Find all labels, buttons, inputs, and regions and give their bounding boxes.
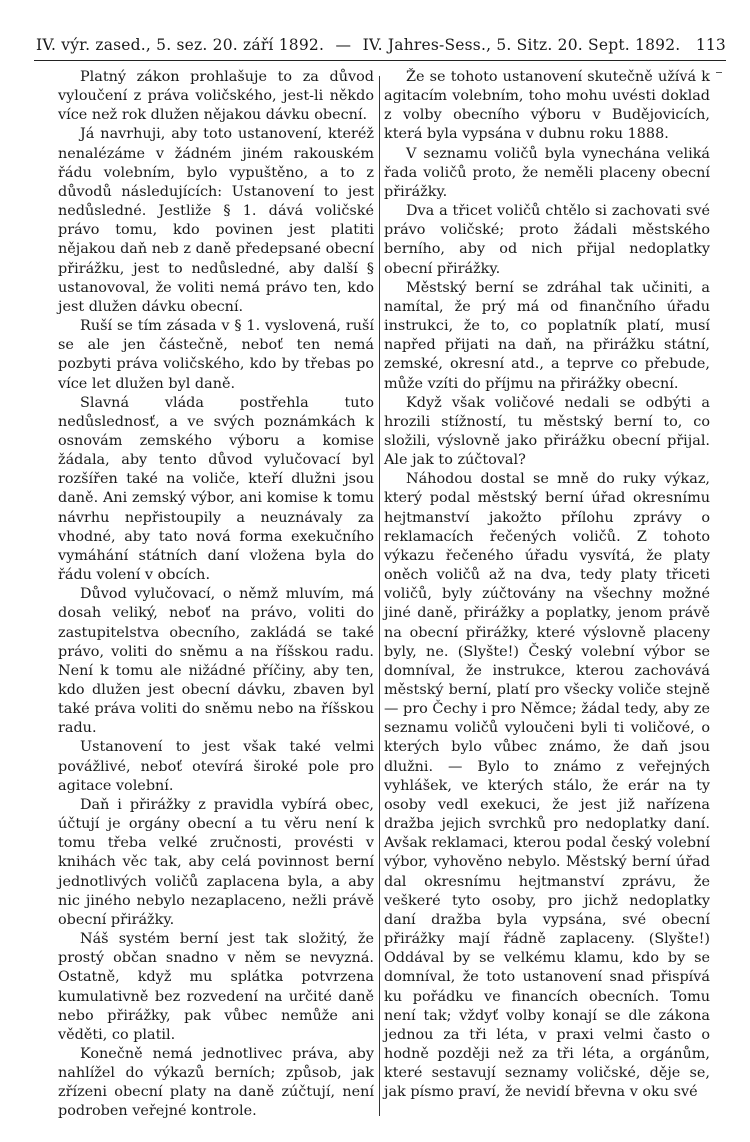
header-german: IV. Jahres-Sess., 5. Sitz. 20. Sept. 1892. (362, 36, 681, 54)
right-column (384, 68, 710, 1102)
paragraph: Důvod vylučovací, o němž mluvím, má dosah veliký, neboť na právo, voliti do zastupitelstva obecního, zakládá se také právo, voliti do sněmu a na říšskou radu. Není k tomu ale nižádné příčiny, aby ten, kdo dlužen jest obecní dávku, zbaven byl také práva voliti do sněmu nebo na říšskou radu. (58, 586, 374, 737)
page-number: 113 (695, 36, 726, 54)
header-rule (34, 60, 726, 61)
paragraph: Daň i přirážky z pravidla vybírá obec, účtují je orgány obecní a tu věru není k tomu třeba velké zručnosti, provésti v knihách věc tak, aby celá povinnost berní jednotlivých voličů zaplacena byla, a aby nic jiného nebylo nezaplaceno, nežli právě obecní přirážky. (58, 796, 374, 928)
header-separator: — (335, 36, 352, 54)
paragraph: Ustanovení to jest však také velmi povážlivé, neboť otevírá široké pole pro agitace volební. (58, 739, 374, 794)
paragraph: Dva a třicet voličů chtělo si zachovati své právo voličské; proto žádali městského berního, aby od nich přijal nedoplatky obecní přirážky. (384, 203, 710, 277)
running-header (36, 36, 726, 56)
margin-tick (716, 72, 722, 73)
paragraph: Platný zákon prohlašuje to za důvod vyloučení z práva voličského, jest-li někdo více než rok dlužen nějakou dávku obecní. (58, 69, 374, 124)
column-divider (379, 76, 380, 1116)
paragraph: Městský berní se zdráhal tak učiniti, a namítal, že prý má od finančního úřadu instrukci, že to, co poplatník platí, musí napřed přijati na daň, na přirážku státní, zemské, okresní atd., a teprve co přebude, může vzíti do příjmu na přirážky obecní. (384, 279, 710, 392)
paragraph: Když však voličové nedali se odbýti a hrozili stížností, tu městský berní to, co složili, výslovně jako přirážku obecní přijal. Ale jak to zúčtoval? (384, 394, 710, 469)
header-czech: IV. výr. zased., 5. sez. 20. září 1892. (36, 36, 325, 54)
paragraph: Náhodou dostal se mně do ruky výkaz, který podal městský berní úřad okresnímu hejtmanství jakožto přílohu zprávy o reklamacích řečených voličů. Z tohoto výkazu řečeného úřadu vysvítá, že platy oněch voličů až na dva, tedy platy třiceti voličů, byly zúčtovány na všechny možné jiné daně, přirážky a poplatky, jenom právě na obecní přirážky, které výslovně placeny byly, ne. (Slyšte!) Český volební výbor se domníval, že instrukce, kterou zachovává městský berní, platí pro všecky voliče stejně — pro Čechy i pro Němce; žádal tedy, aby ze seznamu voličů vyloučeni byli ti voličové, o kterých bylo vůbec známo, že daň jsou dlužni. — Bylo to známo z veřejných vyhlášek, ve kterých stálo, že erár na ty osoby vedl exekuci, že jest již nařízena dražba jejich svrchků pro nedoplatky daní. Avšak reklamaci, kterou podal český volební výbor, vyhověno nebylo. Městský berní úřad dal okresnímu hejtmanství zprávu, že veškeré tyto osoby, pro jichž nedoplatky daní dražba byla vypsána, své obecní přirážky mají řádně zaplaceny. (Slyšte!) Oddával by se velkému klamu, kdo by se domníval, že toto ustanovení snad přispívá ku pořádku ve financích obecních. Tomu není tak; vždyť volby konají se dle zákona jednou za tři léta, v praxi velmi často o hodně později než za tři léta, a orgánům, které sestavují seznamy voličské, děje se, jak písmo praví, že nevidí břevna v oku své (384, 471, 710, 1101)
paragraph: Náš systém berní jest tak složitý, že prostý občan snadno v něm se nevyzná. Ostatně, když mu splátka potvrzena kumulativně bez rozvedení na určité daně nebo přirážky, pak vůbec nemůže ani věděti, co platil. (58, 931, 374, 1043)
paragraph: Já navrhuji, aby toto ustanovení, kteréž nenalézáme v žádném jiném rakouském řádu volebním, bylo vypuštěno, a to z důvodů následujících: Ustanovení to jest nedůsledné. Jestliže § 1. dává voličské právo tomu, kdo povinen jest platiti nějakou daň neb z daně předepsané obecní přirážku, jest to nedůsledné, aby další § ustanovoval, že voliti nemá právo ten, kdo jest dlužen dávku obecní. (58, 126, 374, 315)
paragraph: Konečně nemá jednotlivec práva, aby nahlížel do výkazů berních; způsob, jak zřízeni obecní platy na daně zúčtují, není podroben veřejné kontrole. (58, 1045, 374, 1120)
paragraph: Že se tohoto ustanovení skutečně užívá k agitacím volebním, toho mohu uvésti doklad z volby obecního výboru v Budějovicích, která byla vypsána v dubnu roku 1888. (384, 69, 710, 143)
paragraph: V seznamu voličů byla vynechána veliká řada voličů proto, že neměli placeny obecní přirážky. (384, 145, 710, 200)
paragraph: Ruší se tím zásada v § 1. vyslovená, ruší se ale jen částečně, neboť ten nemá pozbyti práva voličského, kdo by třebas po více let dlužen byl daně. (58, 318, 374, 392)
paragraph: Slavná vláda postřehla tuto nedůslednosť, a ve svých poznámkách k osnovám zemského výboru a komise žádala, aby tento důvod vylučovací byl rozšířen také na voliče, kteří dlužni jsou daně. Ani zemský výbor, ani komise k tomu návrhu nepřistoupily a neuznávaly za vhodné, aby tato nová forma exekučního vymáhání státních daní vložena byla do řádu volení v obcích. (58, 394, 374, 584)
left-column (58, 68, 374, 1122)
